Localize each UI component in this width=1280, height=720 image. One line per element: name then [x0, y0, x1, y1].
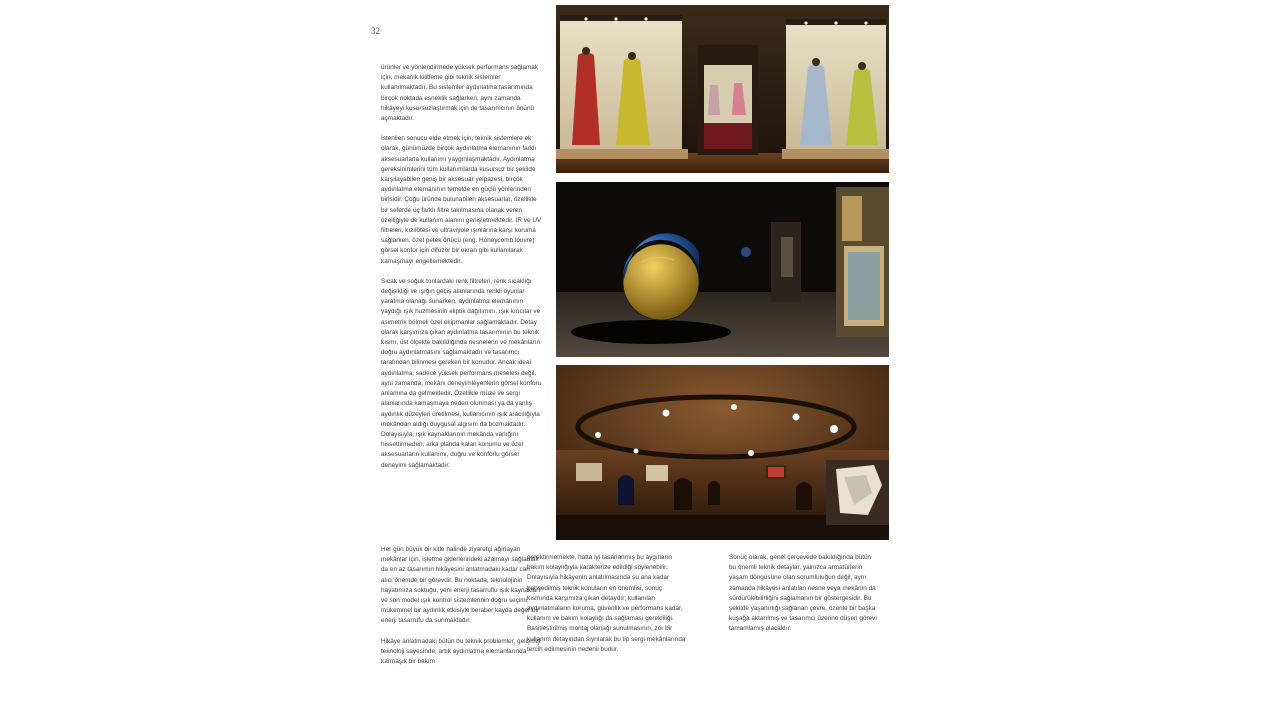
paragraph: Hikâye anlatmadaki bütün bu teknik problemler, gelişmiş teknoloji sayesinde, artık aydınlatma elemanlarında karmaşık bir bakım — [381, 637, 541, 666]
paragraph: gerektirmemekte, hatta iyi tasarlanmış bu aygıtların bakım kolaylığıyla karakterize edildiği söylenebilir. Dolayısıyla hikâyenin anlatılmasında şu ana kadar bahsedilmiş teknik konuların en önemlisi, sonuç kısmında karşımıza çıkan detaydır; kullanılan aydınlatmaların koruma, güvenlik ve performans kadar, kullanım ve bakım kolaylığı da sağlaması gerekliliği. Basitleştirilmiş montaj olanağı sunulmasının, zor bir kullanım detayından sıyrılarak bu tip sergi mekânlarında tercih edilmesinin nedenii budur. — [527, 554, 686, 653]
photo-globe-gallery — [556, 182, 889, 357]
paragraph: Her gün büyük bir kitle halinde ziyaretçi ağırlayan mekânlar için, işletme giderlerindeki azalmayı sağlamak da en az tasarımın hikâyesini anlatmadaki kadar can alıcı önemde bir görevdir. Bu noktada, teknolojinin hayatımıza soktuğu, yeni enerji tasarruflu ışık kaynakları ve son model ışık kontrol sistemlerinin doğru seçimi, mükemmel bir aydınlık etkisiyle beraber kayda değer bir enerji tasarrufu da sunmaktadır. — [381, 546, 541, 625]
paragraph: ürünler ve yönlendirmede yüksek performans sağlamak için, mekanik kilitleme gibi teknik sistemler kullanılmaktadır. Bu sistemler aydınlatma tasarımında birçok noktada esneklik sağlarken, aynı zamanda hikâyeyi kusursuzlaştırmak için de tasarımcının önünü açmaktadır. — [381, 64, 539, 123]
photo-circular-hall — [556, 365, 889, 540]
paragraph: Sonuç olarak, genel çerçevede bakıldığında bütün bu önemli teknik detaylar, yalnızca armatürlerin yaşam döngüsüne olan sorumluluğun değil, aynı zamanda hikâyesi anlatılan nesne veya mekânın da sürdürülebilirliğini sağlamanın bir göstergesidir. Bu şekilde yaşanırlığı sağlanan çevre, özenle bir başka kuşağa aktarılmış ve tasarımcı üzerine düşen görevi tamamlamış olacaktır. — [729, 554, 877, 633]
paragraph: Sıcak ve soğuk tonlardaki renk filtreleri, renk sıcaklığı değişikliği ve ışığın geçiş alanlarında renkli oyunlar yaratma olanağı sunarken, aydınlatma elemanının yaydığı ışık huzmesinin eliptik dağılımını, ışık kırıcılar ve asimetrik bölmeli özel ekipmanlar sağlamaktadır. Detay olarak karşımıza çıkan aydınlatma tasarımının bu teknik kısmı, üst ölçekte bakıldığında nesnelerin ve mekânların doğru aydınlatmasını sağlamaktadır ve tasarımcı tarafından bilinmesi gereken bir konudur. Ancak ideal aydınlatma, sadece yüksek performans meselesi değil, aynı zamanda, mekânı deneyimleyenlerin görsel konforu anlamına da gelmektedir. Özellikle müze ve sergi alanlarında kamaşmaya neden olunması ya da yanlış aydınlık düzeyleri üretilmesi, kullanıcının ışık aracılığıyla mekândan aldığı duygusal algısını da bozmaktadır. Dolayısıyla, ışık kaynaklarının mekânda varlığını hissettirmeden, arka planda kalan konumu ve özel aksesuarların kullanımı, doğru ve konforlu görsel deneyimi sağlamaktadır. — [381, 277, 542, 469]
text-column-right — [729, 553, 877, 645]
paragraph: İstenilen sonucu elde etmek için, teknik sistemlere ek olarak, günümüzde birçok aydınlatma elemanının farklı aksesuarlarla kullanımı yaygınlaşmaktadır. Aydınlatma gereksinimlerini tüm kullanımlarda kusursuz bir şekilde karşılayabilen geniş bir aksesuar yelpazesi, birçok aydınlatma elemanının temelde en güçlü yönlerinden birisidir. Çoğu üründe bulunabilen aksesuarlar, özellikle bir seferde üç farklı filtre takılmasına olanak veren özelliğiyle de kullanım alanını genişletmektedir. IR ve UV filtreleri, kızılötesi ve ultraviyole ışınlarına karşı koruma sağlarken, özel petek örtücü (eng. Honeycomb louvre) görsel konfor için difüzör bir ekran gibi kullanılarak kamaşmayı engellemektedir. — [381, 135, 542, 265]
text-column-left — [381, 63, 543, 481]
magazine-page — [365, 0, 910, 720]
photo-museum-costumes — [556, 5, 889, 173]
page-number: 32 — [371, 26, 380, 36]
text-column-middle — [527, 553, 689, 665]
text-column-left-bottom — [381, 545, 543, 677]
